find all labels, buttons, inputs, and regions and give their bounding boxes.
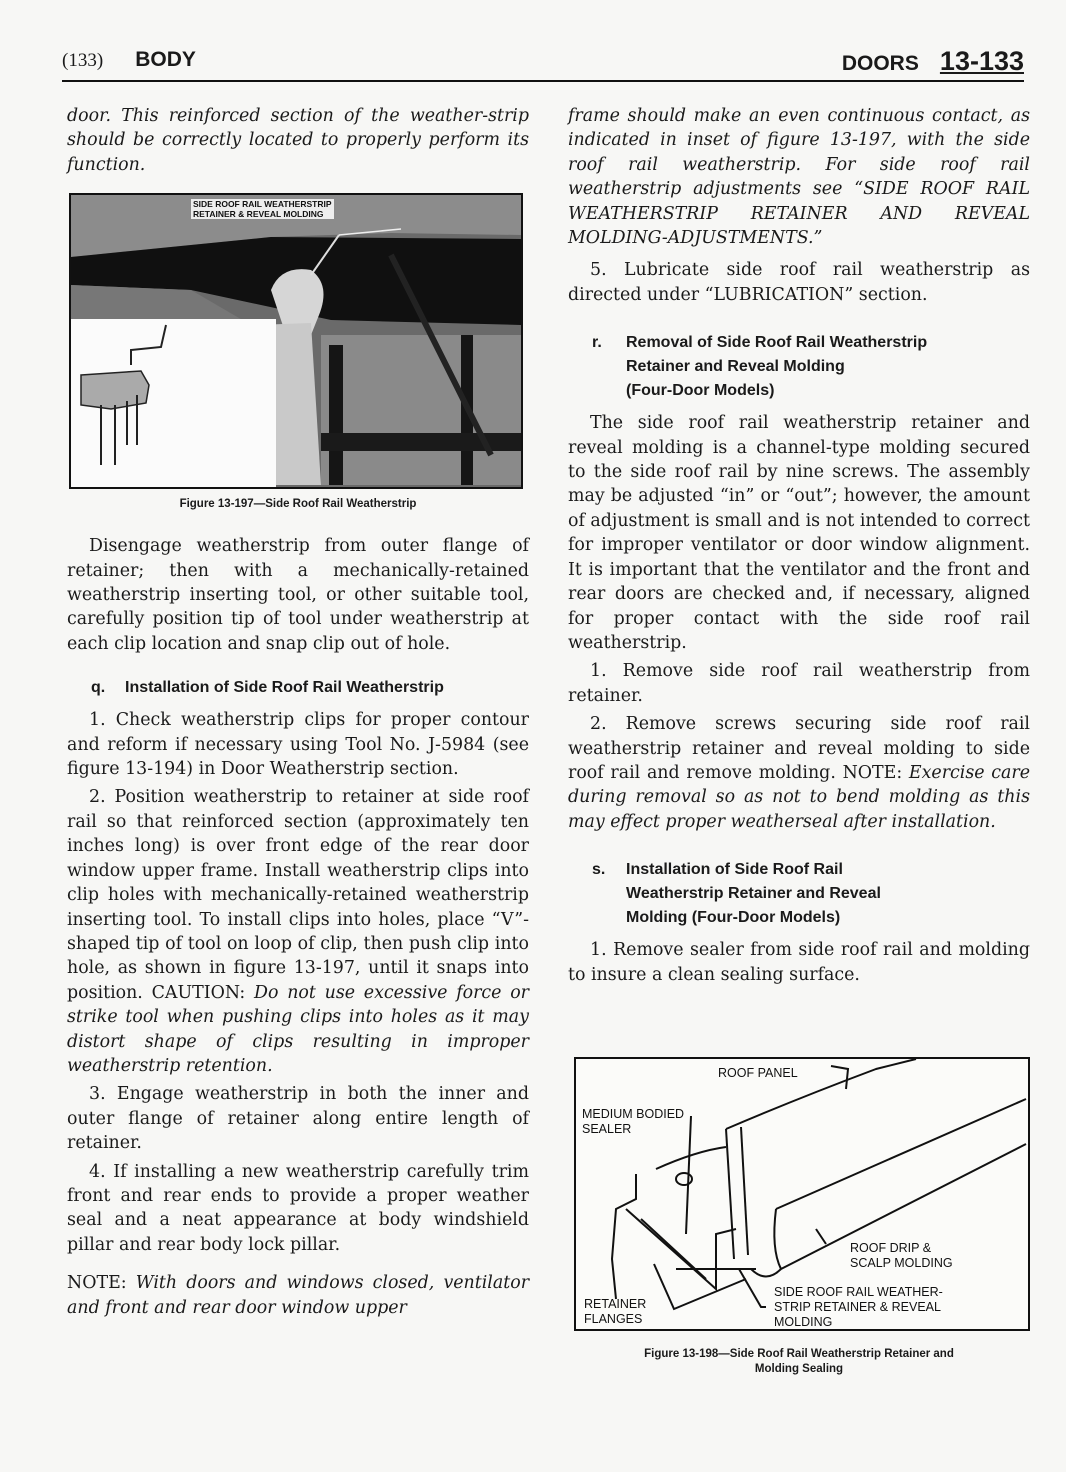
figure-13-197-photo	[69, 193, 523, 489]
q-note: NOTE: With doors and windows closed, ventilator and front and rear door window upper	[67, 1273, 530, 1318]
r-step-2: 2. Remove screws securing side roof rail weatherstrip retainer and reveal molding to side roof rail and remove molding. NOTE: Exercise care during removal so as not to bend molding as this may effect proper weatherseal after installation.	[568, 714, 1030, 832]
section-title-doors: DOORS	[841, 52, 919, 75]
figure-197-caption: Figure 13-197—Side Roof Rail Weatherstrip	[179, 498, 417, 511]
s-step-1: 1. Remove sealer from side roof rail and molding to insure a clean sealing surface.	[568, 940, 1030, 985]
figure-13-198-drawing	[574, 1057, 1030, 1331]
section-q-title: Installation of Side Roof Rail Weatherstrip	[125, 679, 444, 697]
r-paragraph: The side roof rail weatherstrip retainer and reveal molding is a channel-type molding secured to the side roof rail by nine screws. The assembly may be adjusted “in” or “out”; however, the amount of adjustment is small and is not intended to correct for improper ventilator or door window alignment. It is important that the ventilator and the front and rear doors are checked and, if necessary, aligned for proper contact with the side roof rail weatherstrip.	[568, 413, 1030, 653]
section-title-body: BODY	[135, 48, 196, 71]
weatherstrip-photo-illustration	[71, 195, 521, 487]
page-number-paren: (133)	[62, 50, 104, 71]
label-roof-panel: ROOF PANEL	[718, 1065, 798, 1080]
figure-198-caption: Figure 13-198—Side Roof Rail Weatherstrip Retainer and Molding Sealing	[644, 1347, 954, 1375]
label-side-roof-rail-retainer: SIDE ROOF RAIL WEATHER- STRIP RETAINER & REVEAL MOLDING	[774, 1284, 943, 1329]
q-step-2: 2. Position weatherstrip to retainer at side roof rail so that reinforced section (approximately ten inches long) is over front edge of the rear door window upper frame. Install weatherstrip clips into clip holes with mechanically-retained weatherstrip inserting tool. To install clips into holes, place “V”-shaped tip of tool on loop of clip, then push clip into hole, as shown in figure 13-197, until it snaps into position. CAUTION: Do not use excessive force or strike tool when pushing clips into holes as it may distort shape of clips resulting in improper weatherstrip retention.	[67, 787, 529, 1076]
label-medium-bodied-sealer: MEDIUM BODIED SEALER	[582, 1106, 685, 1136]
label-retainer-flanges: RETAINER FLANGES	[584, 1296, 647, 1326]
label-roof-drip: ROOF DRIP & SCALP MOLDING	[850, 1240, 953, 1270]
q-step-5: 5. Lubricate side roof rail weatherstrip as directed under “LUBRICATION” section.	[568, 260, 1030, 305]
right-column	[568, 104, 1030, 1399]
section-s-letter: s.	[592, 861, 606, 879]
page-number: 13-133	[939, 46, 1024, 76]
section-q-heading	[91, 676, 529, 700]
q-step-3: 3. Engage weatherstrip in both the inner and outer flange of retainer along entire length of retainer.	[67, 1084, 529, 1154]
disengage-paragraph: Disengage weatherstrip from outer flange of retainer; then with a mechanically-retained weatherstrip inserting tool, or other suitable tool, carefully position tip of tool under weatherstrip at each clip location and snap clip out of hole.	[67, 536, 529, 654]
left-column	[67, 104, 529, 1324]
figure-197-callout: SIDE ROOF RAIL WEATHERSTRIP RETAINER & REVEAL MOLDING	[193, 199, 332, 220]
section-q-letter: q.	[91, 679, 106, 697]
q-step-1: 1. Check weatherstrip clips for proper contour and reform if necessary using Tool No. J-5984 (see figure 13-194) in Door Weatherstrip section.	[67, 710, 529, 780]
page-header	[62, 44, 1024, 82]
continued-note: frame should make an even continuous contact, as indicated in inset of figure 13-197, with the side roof rail weatherstrip. For side roof rail weatherstrip adjustments see “SIDE ROOF RAIL WEATHERSTRIP RETAINER AND REVEAL MOLDING-ADJUSTMENTS.”	[568, 106, 1030, 249]
r-step-1: 1. Remove side roof rail weatherstrip from retainer.	[568, 661, 1030, 706]
section-s-heading: s. Installation of Side Roof Rail Weatherstrip Retainer and Reveal Molding (Four-Door Models)	[592, 858, 1030, 930]
intro-paragraph: door. This reinforced section of the weather-strip should be correctly located to properly perform its function.	[67, 106, 529, 175]
section-r-heading: r. Removal of Side Roof Rail Weatherstrip Retainer and Reveal Molding (Four-Door Models)	[592, 331, 1030, 403]
q-step-4: 4. If installing a new weatherstrip carefully trim front and rear ends to provide a proper weather seal and a neat appearance at body windshield pillar and rear body lock pillar.	[67, 1161, 529, 1255]
header-right	[842, 46, 1024, 77]
header-left	[62, 48, 196, 72]
section-r-letter: r.	[592, 334, 602, 352]
